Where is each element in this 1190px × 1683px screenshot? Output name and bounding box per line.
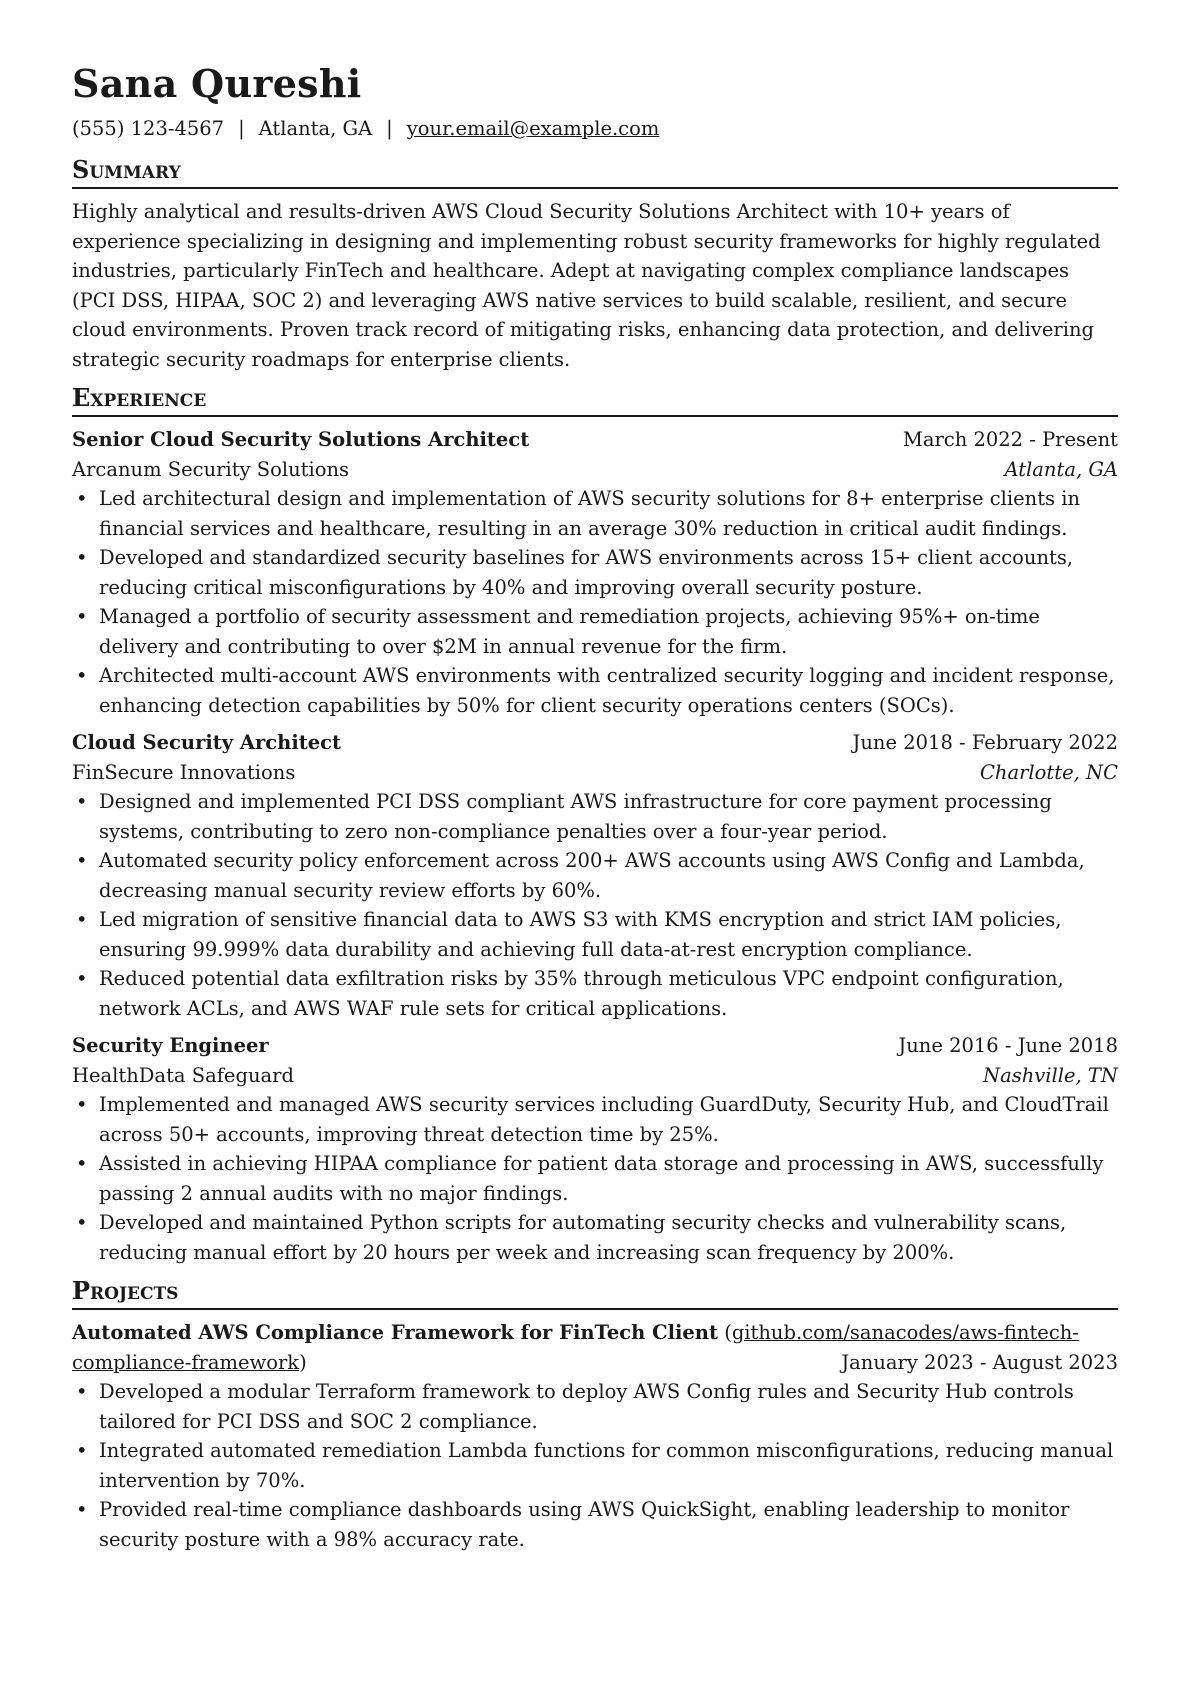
bullet-item: • Automated security policy enforcement across 200+ AWS accounts using AWS Config and Lambda, decreasing manual security review efforts by 60%.: [99, 846, 1118, 905]
job-header: [72, 728, 1118, 758]
bullet-item: • Designed and implemented PCI DSS compliant AWS infrastructure for core payment processing systems, contributing to zero non-compliance penalties over a four-year period.: [99, 787, 1118, 846]
phone-number: (555) 123-4567: [72, 117, 225, 140]
project-header: Automated AWS Compliance Framework for FinTech Client (github.com/sanacodes/aws-fintech-compliance-framework) January 2023 - August 2023: [72, 1318, 1118, 1377]
bullet-item: • Developed and standardized security baselines for AWS environments across 15+ client accounts, reducing critical misconfigurations by 40% and improving overall security posture.: [99, 543, 1118, 602]
job-title: Security Engineer: [72, 1034, 269, 1057]
job-dates: June 2018 - February 2022: [852, 731, 1118, 754]
company-name: HealthData Safeguard: [72, 1063, 294, 1087]
bullet-item: • Led migration of sensitive financial data to AWS S3 with KMS encryption and strict IAM policies, ensuring 99.999% data durability and achieving full data-at-rest encryption compliance.: [99, 905, 1118, 964]
job-location: Nashville, TN: [983, 1063, 1118, 1087]
bullet-item: • Developed and maintained Python scripts for automating security checks and vulnerability scans, reducing manual effort by 20 hours per week and increasing scan frequency by 200%.: [99, 1208, 1118, 1267]
bullet-item: • Developed a modular Terraform framework to deploy AWS Config rules and Security Hub controls tailored for PCI DSS and SOC 2 compliance.: [99, 1377, 1118, 1436]
job-header: [72, 425, 1118, 455]
project-bullets: [72, 1377, 1118, 1554]
job-bullets: [72, 787, 1118, 1023]
experience-heading: Experience: [72, 384, 1118, 417]
job-company-row: [72, 1061, 1118, 1091]
job-location: Atlanta, GA: [1004, 457, 1118, 481]
bullet-item: • Integrated automated remediation Lambda functions for common misconfigurations, reducing manual intervention by 70%.: [99, 1436, 1118, 1495]
job-entry: [72, 425, 1118, 720]
summary-text: Highly analytical and results-driven AWS Cloud Security Solutions Architect with 10+ years of experience specializing in designing and implementing robust security frameworks for highly regulated industries, particularly FinTech and healthcare. Adept at navigating complex compliance landscapes (PCI DSS, HIPAA, SOC 2) and leveraging AWS native services to build scalable, resilient, and secure cloud environments. Proven track record of mitigating risks, enhancing data protection, and delivering strategic security roadmaps for enterprise clients.: [72, 200, 1101, 371]
job-company-row: [72, 455, 1118, 485]
project-title: Automated AWS Compliance Framework for FinTech Client: [72, 1321, 718, 1344]
job-title: Cloud Security Architect: [72, 731, 342, 754]
job-title: Senior Cloud Security Solutions Architect: [72, 428, 530, 451]
project-dates: January 2023 - August 2023: [841, 1350, 1118, 1374]
bullet-item: • Architected multi-account AWS environments with centralized security logging and incident response, enhancing detection capabilities by 50% for client security operations centers (SOCs).: [99, 661, 1118, 720]
bullet-item: • Implemented and managed AWS security services including GuardDuty, Security Hub, and CloudTrail across 50+ accounts, improving threat detection time by 25%.: [99, 1090, 1118, 1149]
project-link[interactable]: github.com/sanacodes/aws-fintech-compliance-framework: [72, 1321, 1079, 1374]
summary-heading: Summary: [72, 156, 1118, 189]
job-entry: [72, 1031, 1118, 1267]
company-name: FinSecure Innovations: [72, 760, 296, 784]
job-dates: March 2022 - Present: [902, 428, 1118, 451]
contact-separator: |: [386, 117, 393, 140]
job-entry: [72, 728, 1118, 1023]
company-name: Arcanum Security Solutions: [72, 457, 350, 481]
job-location: Charlotte, NC: [980, 760, 1118, 784]
contact-line: [72, 114, 1118, 144]
bullet-item: • Reduced potential data exfiltration risks by 35% through meticulous VPC endpoint configuration, network ACLs, and AWS WAF rule sets for critical applications.: [99, 964, 1118, 1023]
location: Atlanta, GA: [258, 117, 373, 140]
contact-separator: |: [238, 117, 245, 140]
job-company-row: [72, 758, 1118, 788]
bullet-item: • Assisted in achieving HIPAA compliance for patient data storage and processing in AWS, successfully passing 2 annual audits with no major findings.: [99, 1149, 1118, 1208]
bullet-item: • Led architectural design and implementation of AWS security solutions for 8+ enterprise clients in financial services and healthcare, resulting in an average 30% reduction in critical audit findings.: [99, 484, 1118, 543]
job-bullets: [72, 1090, 1118, 1267]
bullet-item: • Managed a portfolio of security assessment and remediation projects, achieving 95%+ on-time delivery and contributing to over $2M in annual revenue for the firm.: [99, 602, 1118, 661]
job-dates: June 2016 - June 2018: [898, 1034, 1118, 1057]
candidate-name: Sana Qureshi: [72, 61, 362, 106]
job-bullets: [72, 484, 1118, 720]
projects-heading: Projects: [72, 1277, 1118, 1310]
project-entry: [72, 1318, 1118, 1554]
bullet-item: • Provided real-time compliance dashboards using AWS QuickSight, enabling leadership to monitor security posture with a 98% accuracy rate.: [99, 1495, 1118, 1554]
job-header: [72, 1031, 1118, 1061]
email-link[interactable]: your.email@example.com: [406, 117, 660, 140]
